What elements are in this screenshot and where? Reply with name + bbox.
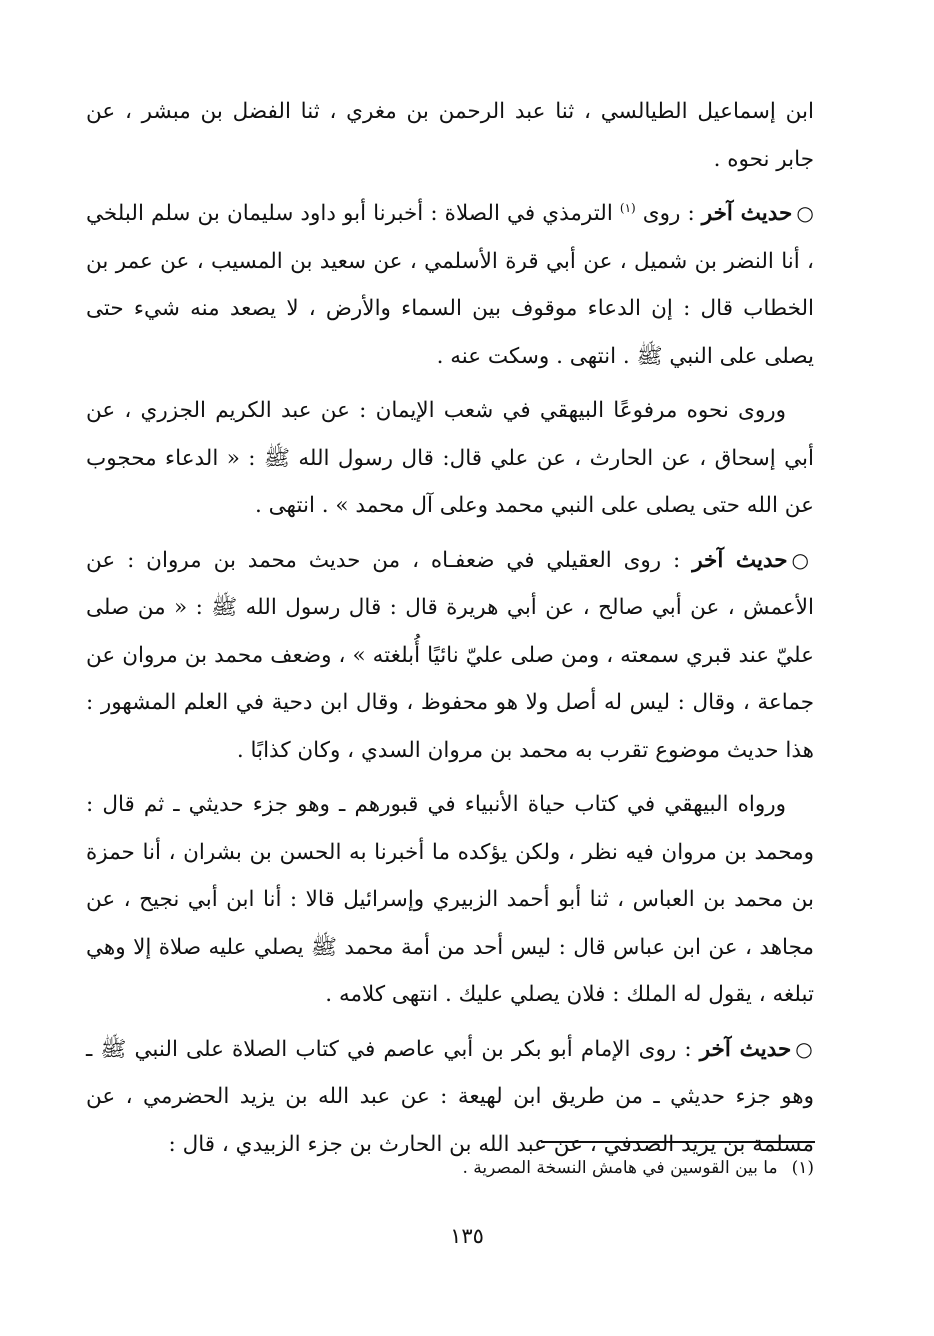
footnote-reference: (١): [619, 200, 636, 215]
circle-marker-icon: ○: [796, 201, 815, 225]
footnote-divider: [541, 1141, 815, 1143]
paragraph-5: [86, 781, 814, 1019]
paragraph-6-text: : روى الإمام أبو بكر بن أبي عاصم في كتاب الصلاة على النبي ﷺ ـ وهو جزء حديثي ـ من طريق ابن لهيعة : عن عبد الله بن يزيد الحضرمي ، عن مسلمة بن يزيد الصدفي ، عن عبد الله بن الحارث بن جزء الزبيدي ، قال :: [86, 1036, 814, 1157]
footnote-number: (١): [791, 1158, 814, 1178]
footnote-text: ما بين القوسين في هامش النسخة المصرية .: [462, 1158, 778, 1178]
paragraph-4: [86, 537, 814, 775]
section-heading: حديث آخر: [699, 1036, 792, 1062]
page-number: ١٣٥: [450, 1224, 484, 1248]
section-heading: حديث آخر: [692, 547, 788, 573]
circle-marker-icon: ○: [795, 1036, 814, 1061]
paragraph-4-text: : روى العقيلي في ضعفـاه ، من حديث محمد بن مروان : عن الأعمش ، عن أبي صالح ، عن أبي هريرة قال : قال رسول الله ﷺ : « من صلى عليّ عند قبري سمعته ، ومن صلى عليّ نائيًا أُبلغته » ، وضعف محمد بن مروان عن جماعة ، وقال : ليس له أصل ولا هو محفوظ ، وقال ابن دحية في العلم المشهور : هذا حديث موضوع تقرب به محمد بن مروان السدي ، وكان كذابًا .: [86, 547, 814, 763]
paragraph-2: [86, 190, 814, 380]
paragraph-3: [86, 387, 814, 530]
paragraph-2-lead: : روى: [635, 201, 702, 226]
section-heading: حديث آخر: [701, 201, 793, 226]
circle-marker-icon: ○: [791, 547, 815, 572]
paragraph-5-text: ورواه البيهقي في كتاب حياة الأنبياء في قبورهم ـ وهو جزء حديثي ـ ثم قال : ومحمد بن مروان فيه نظر ، ولكن يؤكده ما أخبرنا به الحسن بن بشران ، أنا حمزة بن محمد بن العباس ، ثنا أبو أحمد الزبيري وإسرائيل قالا : أنا ابن أبي نجيح ، عن مجاهد ، عن ابن عباس قال : ليس أحد من أمة محمد ﷺ يصلي عليه صلاة إلا وهي تبلغه ، يقول له الملك : فلان يصلي عليك . انتهى كلامه .: [86, 792, 814, 1007]
footnote: [86, 1150, 814, 1186]
paragraph-2-text: الترمذي في الصلاة : أخبرنا أبو داود سليمان بن سلم البلخي ، أنا النضر بن شميل ، عن أبي قرة الأسلمي ، عن سعيد بن المسيب ، عن عمر بن الخطاب قال : إن الدعاء موقوف بين السماء والأرض ، لا يصعد منه شيء حتى يصلى على النبي ﷺ . انتهى . وسكت عنه .: [86, 201, 814, 369]
paragraph-1-text: ابن إسماعيل الطيالسي ، ثنا عبد الرحمن بن مغري ، ثنا الفضل بن مبشر ، عن جابر نحوه .: [86, 99, 814, 172]
main-text: [86, 88, 814, 1168]
paragraph-6: [86, 1026, 814, 1169]
paragraph-1: [86, 88, 814, 183]
paragraph-3-text: وروى نحوه مرفوعًا البيهقي في شعب الإيمان : عن عبد الكريم الجزري ، عن أبي إسحاق ، عن الحارث ، عن علي قال: قال رسول الله ﷺ : « الدعاء محجوب عن الله حتى يصلى على النبي محمد وعلى آل محمد » . انتهى .: [86, 398, 814, 518]
